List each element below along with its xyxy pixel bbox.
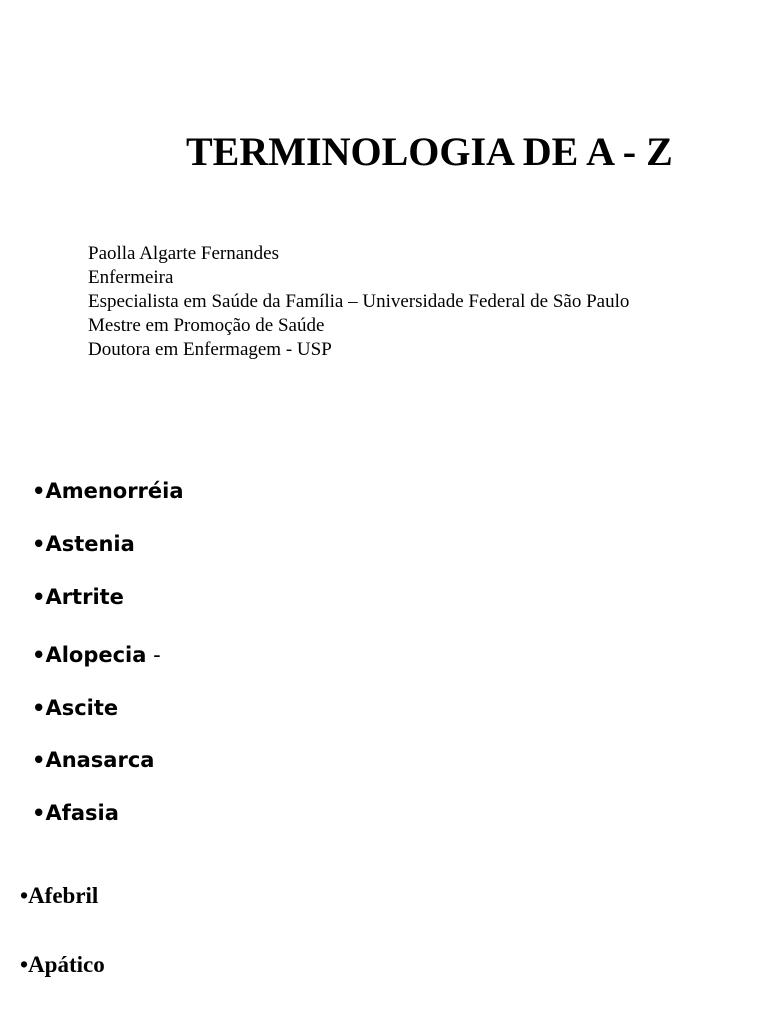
bullet-icon: • [32, 479, 46, 503]
author-specialization: Especialista em Saúde da Família – Universidade Federal de São Paulo [88, 291, 630, 312]
page-title: TERMINOLOGIA DE A - Z [186, 129, 673, 174]
author-doctorate: Doutora em Enfermagem - USP [88, 339, 332, 360]
bullet-icon: • [32, 801, 46, 825]
term-label: Apático [28, 952, 105, 977]
term-apatico [20, 951, 105, 979]
term-ascite [32, 694, 118, 722]
term-label: Amenorréia [45, 479, 184, 503]
author-credits [88, 242, 629, 362]
term-amenorreia [32, 477, 184, 505]
bullet-icon: • [32, 643, 46, 667]
author-name: Paolla Algarte Fernandes [88, 243, 280, 264]
term-astenia [32, 530, 135, 558]
bullet-icon: • [32, 585, 46, 609]
author-role: Enfermeira [88, 267, 174, 288]
term-alopecia [32, 641, 161, 669]
term-artrite [32, 583, 124, 611]
term-suffix: - [146, 643, 161, 667]
bullet-icon: • [32, 748, 46, 772]
term-afebril [20, 882, 98, 910]
term-label: Afebril [28, 883, 99, 908]
bullet-icon: • [20, 952, 29, 977]
term-anasarca [32, 746, 154, 774]
term-afasia [32, 799, 119, 827]
term-label: Astenia [45, 532, 135, 556]
term-label: Alopecia [45, 643, 147, 667]
term-label: Artrite [45, 585, 124, 609]
bullet-icon: • [20, 883, 29, 908]
bullet-icon: • [32, 696, 46, 720]
term-label: Afasia [45, 801, 119, 825]
author-masters: Mestre em Promoção de Saúde [88, 315, 325, 336]
term-label: Ascite [45, 696, 119, 720]
term-label: Anasarca [45, 748, 155, 772]
bullet-icon: • [32, 532, 46, 556]
